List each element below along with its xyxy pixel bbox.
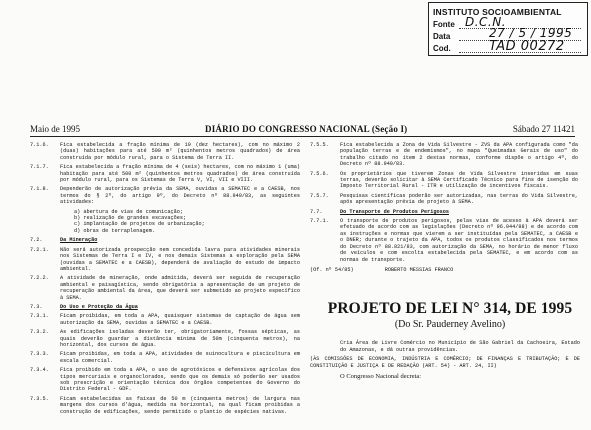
stamp-source-label: Fonte: [433, 20, 455, 29]
paragraph-text: Ficam estabelecidas as faixas de 50 m (cinquenta metros) de largura nas margens dos cursos d'água, medida na horizontal, na qual ficam proibidas a construção de edificações, sendo permitido o plantio de espécies nativas.: [60, 395, 300, 415]
right-column: [310, 142, 578, 276]
item-number: 7.2.2.: [30, 275, 49, 282]
paragraph-text: Fica estabelecida a fração mínima de 10 (dez hectares), com no máximo 2 (duas) habitações para até 500 m² (quinhentos metros quadrados) de área construída por módulo rural, para o Sistema de Terra II.: [60, 142, 300, 161]
paragraph: [30, 164, 300, 183]
paragraph: [30, 329, 300, 348]
item-number: 7.5.7.: [310, 192, 329, 199]
paragraph-text: Pesquisas científicas poderão ser autorizadas, nas terras do Vida Silvestre, após apresentação prévia de projeto à SEMA.: [340, 192, 578, 206]
paragraph-text: Fica proibido em toda a APA, o uso de agrotóxicos e defensivos agrícolas dos tipos mercuriais e organoclorados, sendo que os demais só poderão ser usados sob prescrição e orientação técnica dos órgãos competentes do Governo do Distrito Federal - GDF.: [60, 367, 300, 393]
paragraph-text: Os proprietários que tiverem Zonas de Vida Silvestre inseridas em suas terras, deverão solicitar à SEMA Certificado Técnico para fins de isenção do Imposto Territorial Rural - ITR e utilização de incentivos fiscais.: [340, 170, 578, 190]
paragraph: [310, 171, 578, 190]
item-number: 7.3.: [30, 303, 43, 310]
bill-title: PROJETO DE LEI N° 314, DE 1995: [327, 300, 573, 317]
paragraph: [30, 247, 300, 273]
stamp-code-label: Cod.: [433, 44, 451, 53]
signature-line: (Of. nº 54/85) ROBERTO MESSIAS FRANCO: [310, 266, 454, 273]
protocol-stamp: [428, 2, 588, 56]
item-number: 7.3.4.: [30, 367, 49, 374]
paragraph-text: Ficam proibidas, em toda a APA, quaisquer sistemas de captação de água sem autorização da SEMA, ouvidas a SEMATEC e a CAESB.: [60, 313, 300, 326]
stamp-date-value: 27 / 5 / 1995: [489, 26, 573, 40]
item-number: 7.5.5.: [310, 142, 329, 148]
bill-committees: (ÀS COMISSÕES DE ECONOMIA, INDÚSTRIA E COMÉRCIO; DE FINANÇAS E TRIBUTAÇÃO; E DE CONSTITUIÇÃO E JUSTIÇA E DE REDAÇÃO (ART. 54) - ART. 24, II): [310, 356, 580, 369]
item-number: 7.1.6.: [30, 142, 49, 148]
stamp-code-value: TAD 00272: [489, 39, 565, 54]
paragraph: [310, 218, 578, 263]
item-number: 7.1.8.: [30, 186, 49, 193]
sub-item: a) abertura de vias de comunicação;: [74, 208, 183, 215]
paragraph: [30, 351, 300, 364]
paragraph-text: Ficam proibidas, em toda a APA, atividades de suinocultura e piscicultura em escala comercial.: [60, 351, 300, 364]
item-number: 7.3.2.: [30, 329, 49, 336]
item-number: 7.7.1.: [310, 218, 329, 225]
paragraph-text: Fica estabelecida a Zona de Vida Silvestre - ZVS da APA configurada como "da população terras e de endemismos", no mapa "Queimadas Gerais de uso" do trabalho citado no item 2 destas normas, conforme dispõe o artigo 4º, do Decreto nº 88.940/83.: [340, 142, 578, 168]
item-number: 7.7.: [310, 208, 323, 215]
section-title: Do Transporte de Produtos Perigosos: [340, 208, 449, 215]
paragraph-text: Não será autorizada prospecção nem concedida lavra para atividades minerais nos Sistemas de Terra I e IV, e nos demais Sistemas a exploração pela SEMA (ouvidas a SEMATEC e a CAESB), dependerá de avaliação do estudo de impacto ambiental.: [60, 246, 300, 272]
paragraph: [30, 186, 300, 205]
page-header: [30, 124, 575, 136]
sub-item: c) implantação de projetos de urbanização;: [74, 221, 205, 228]
bill-summary: Cria Área de Livre Comércio no Município de São Gabriel da Cachoeira, Estado do Amazonas, e dá outras providências.: [340, 340, 580, 353]
item-number: 7.3.3.: [30, 351, 49, 358]
sub-item: b) realização de grandes escavações;: [74, 215, 187, 222]
paragraph-text: Fica estabelecida a fração mínima de 4 (seis) hectares, com no máximo 1 (uma) habitação para até 500 m² (quinhentos metros quadrados) de área construída por módulo rural, para os Sistemas de Terra V, VI, VII e VIII.: [60, 164, 300, 184]
paragraph: [30, 313, 300, 326]
stamp-source-value: D.C.N.: [465, 15, 507, 29]
section-heading: [310, 209, 578, 215]
item-number: 7.5.6.: [310, 170, 329, 177]
section-heading: [30, 304, 300, 310]
header-date: Maio de 1995: [30, 124, 80, 134]
header-title: DIÁRIO DO CONGRESSO NACIONAL (Seção I): [205, 124, 408, 134]
section-title: Do Uso e Proteção da Água: [60, 303, 138, 310]
item-number: 7.1.7.: [30, 164, 49, 171]
bill-decree: O Congresso Nacional decreta:: [340, 373, 422, 381]
header-day-page: Sábado 27 11421: [512, 124, 575, 134]
paragraph: [30, 275, 300, 301]
paragraph-text: A atividade de mineração, onde admitida, deverá ser seguida de recuperação ambiental e paisagística, sendo obrigatória a apresentação de um projeto de recuperação ambiental da área, que deverá ser submetido ao projeto específico à SEMA.: [60, 275, 300, 301]
paragraph: [30, 396, 300, 415]
section-heading: [30, 237, 300, 243]
paragraph-text: O transporte de produtos perigosos, pelas vias de acesso à APA deverá ser efetuado de acordo com as legislações (Decreto nº 96.044/88) e de acordo com as instruções e normas que vierem a ser instituídas pela SEMATEC, a CAESB e o DNER; durante o trajeto da APA, todos os produtos classificados nos termos do Decreto nº 88.821/83, com autorização da SEMA, no horário de menor fluxo de veículos e com escolta estabelecida pela SEMATEC, e em acordo com as normas de transporte.: [340, 218, 578, 263]
paragraph-text: Dependerão de autorização prévia da SEMA, ouvidas a SEMATEC e a CAESB, nos termos do § 2º, do artigo 9º, do Decreto nº 88.940/83, as seguintes atividades:: [60, 186, 300, 206]
sub-item: d) obras de terraplenagem.: [74, 227, 155, 234]
item-number: 7.2.: [30, 237, 43, 244]
item-number: 7.2.1.: [30, 246, 49, 253]
paragraph: [310, 142, 578, 168]
header-rule: [30, 136, 575, 137]
item-number: 7.3.1.: [30, 313, 49, 320]
bill-author: (Do Sr. Pauderney Avelino): [394, 319, 506, 330]
stamp-institution: INSTITUTO SOCIOAMBIENTAL: [433, 7, 562, 17]
paragraph: [310, 193, 578, 206]
paragraph-text: As edificações isoladas deverão ter, obrigatoriamente, fossas sépticas, as quais deverão guardar a distância mínima de 50m (cinquenta metros), na horizontal, dos cursos de água.: [60, 329, 300, 348]
bill-body: [310, 340, 580, 384]
paragraph: [30, 142, 300, 161]
stamp-date-label: Data: [433, 32, 451, 41]
section-title: Da Mineração: [60, 237, 98, 244]
bill-title-block: [320, 300, 580, 330]
paragraph: [30, 367, 300, 393]
item-number: 7.3.5.: [30, 395, 49, 402]
left-column: [30, 142, 300, 418]
